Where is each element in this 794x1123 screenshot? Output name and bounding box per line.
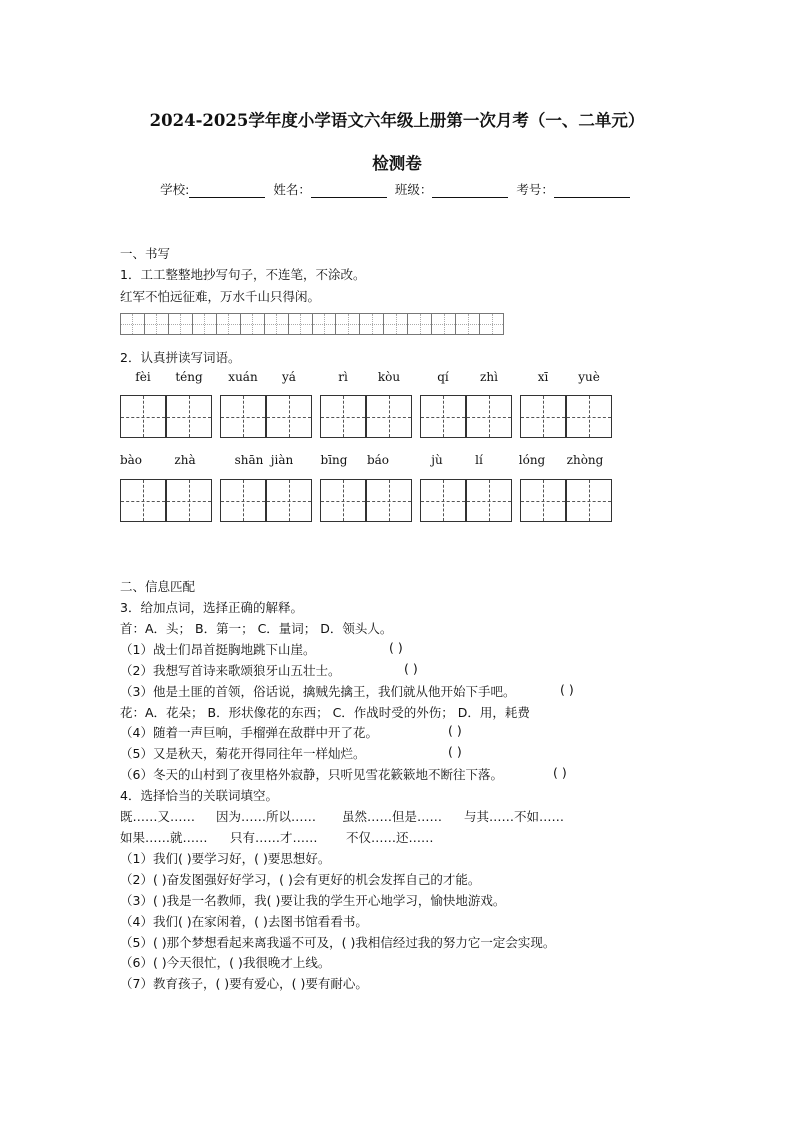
conjunction-option: 因为……所以…… bbox=[216, 809, 317, 824]
tianzi-box[interactable] bbox=[466, 395, 512, 438]
question-item: （1）我们( )要学习好，( )要思想好。 bbox=[120, 851, 331, 866]
tianzi-box[interactable] bbox=[420, 479, 466, 522]
answer-blank[interactable]: ( ) bbox=[560, 682, 574, 697]
pinyin: rì bbox=[338, 370, 348, 384]
question-prompt: 1．工工整整地抄写句子，不连笔，不涂改。 bbox=[120, 267, 366, 282]
tianzi-box[interactable] bbox=[466, 479, 512, 522]
question-item: （3）( )我是一名教师，我( )要让我的学生开心地学习，愉快地游戏。 bbox=[120, 893, 506, 908]
pinyin: bào bbox=[119, 453, 143, 467]
section-heading: 二、信息匹配 bbox=[120, 579, 196, 594]
answer-blank[interactable]: ( ) bbox=[553, 765, 567, 780]
pinyin: zhì bbox=[480, 370, 498, 384]
tianzi-box[interactable] bbox=[166, 479, 212, 522]
question-item: （2）我想写首诗来歌颂狼牙山五壮士。 bbox=[120, 663, 341, 678]
question-item: （4）我们( )在家闲着，( )去图书馆看看书。 bbox=[120, 914, 368, 929]
copy-sentence: 红军不怕远征难，万水千山只得闲。 bbox=[120, 289, 321, 304]
pinyin: báo bbox=[366, 453, 390, 467]
conjunction-option: 如果……就…… bbox=[120, 830, 208, 845]
conjunction-option: 不仅……还…… bbox=[346, 830, 434, 845]
answer-blank[interactable]: ( ) bbox=[389, 640, 403, 655]
question-item: （5）( )那个梦想看起来离我遥不可及，( )我相信经过我的努力它一定会实现。 bbox=[120, 935, 556, 950]
class-field[interactable] bbox=[432, 185, 508, 198]
exam-number-field[interactable] bbox=[554, 185, 630, 198]
class-label: 班级： bbox=[394, 182, 433, 197]
pinyin: lóng bbox=[518, 453, 546, 467]
page-subtitle: 检测卷 bbox=[372, 154, 422, 173]
tianzi-box[interactable] bbox=[420, 395, 466, 438]
tianzi-box[interactable] bbox=[366, 479, 412, 522]
conjunction-option: 只有……才…… bbox=[230, 830, 318, 845]
question-item: （7）教育孩子，( )要有爱心，( )要有耐心。 bbox=[120, 976, 368, 991]
tianzi-box[interactable] bbox=[120, 479, 166, 522]
pinyin: xuán bbox=[228, 370, 258, 384]
tianzi-box[interactable] bbox=[566, 479, 612, 522]
pinyin: fèi bbox=[135, 370, 151, 384]
school-label: 学校: bbox=[160, 182, 190, 197]
tianzi-box[interactable] bbox=[320, 395, 366, 438]
definition-line: 花：A．花朵； B．形状像花的东西； C．作战时受的外伤； D．用，耗费 bbox=[120, 705, 530, 720]
pinyin: jiàn bbox=[270, 453, 294, 467]
conjunction-option: 虽然……但是…… bbox=[342, 809, 443, 824]
pinyin: jù bbox=[431, 453, 443, 467]
tianzi-box[interactable] bbox=[520, 479, 566, 522]
answer-blank[interactable]: ( ) bbox=[404, 661, 418, 676]
pinyin: bīng bbox=[320, 453, 348, 467]
pinyin: téng bbox=[175, 370, 203, 384]
tianzi-box[interactable] bbox=[266, 395, 312, 438]
tianzi-box[interactable] bbox=[120, 395, 166, 438]
tianzi-box[interactable] bbox=[166, 395, 212, 438]
answer-blank[interactable]: ( ) bbox=[448, 744, 462, 759]
question-item: （1）战士们昂首挺胸地跳下山崖。 bbox=[120, 642, 316, 657]
pinyin: lí bbox=[475, 453, 483, 467]
name-field[interactable] bbox=[311, 185, 387, 198]
tianzi-box[interactable] bbox=[266, 479, 312, 522]
pinyin: yuè bbox=[578, 370, 600, 384]
pinyin: qí bbox=[437, 370, 449, 384]
tianzi-box[interactable] bbox=[320, 479, 366, 522]
tianzi-box[interactable] bbox=[520, 395, 566, 438]
writing-grid[interactable] bbox=[120, 313, 504, 335]
question-item: （3）他是土匪的首领，俗话说，擒贼先擒王，我们就从他开始下手吧。 bbox=[120, 684, 516, 699]
conjunction-option: 与其……不如…… bbox=[464, 809, 565, 824]
question-prompt: 2．认真拼读写词语。 bbox=[120, 350, 241, 365]
question-item: （2）( )奋发图强好好学习，( )会有更好的机会发挥自己的才能。 bbox=[120, 872, 481, 887]
section-heading: 一、书写 bbox=[120, 246, 171, 261]
question-item: （6）冬天的山村到了夜里格外寂静，只听见雪花簌簌地不断往下落。 bbox=[120, 767, 503, 782]
tianzi-box[interactable] bbox=[220, 395, 266, 438]
question-item: （5）又是秋天，菊花开得同往年一样灿烂。 bbox=[120, 746, 366, 761]
question-item: （6）( )今天很忙，( )我很晚才上线。 bbox=[120, 955, 331, 970]
pinyin: kòu bbox=[377, 370, 401, 384]
pinyin: zhòng bbox=[566, 453, 604, 467]
conjunction-option: 既……又…… bbox=[120, 809, 196, 824]
exam-number-label: 考号： bbox=[516, 182, 554, 197]
answer-blank[interactable]: ( ) bbox=[448, 723, 462, 738]
tianzi-box[interactable] bbox=[366, 395, 412, 438]
page-title: 2024-2025学年度小学语文六年级上册第一次月考（一、二单元） bbox=[149, 111, 645, 130]
name-label: 姓名： bbox=[273, 182, 311, 197]
question-item: （4）随着一声巨响，手榴弹在敌群中开了花。 bbox=[120, 725, 378, 740]
tianzi-box[interactable] bbox=[220, 479, 266, 522]
question-prompt: 4．选择恰当的关联词填空。 bbox=[120, 788, 278, 803]
pinyin: xī bbox=[537, 370, 549, 384]
student-info-row bbox=[0, 180, 794, 198]
pinyin: yá bbox=[282, 370, 296, 384]
question-prompt: 3．给加点词，选择正确的解释。 bbox=[120, 600, 303, 615]
tianzi-box[interactable] bbox=[566, 395, 612, 438]
school-field[interactable] bbox=[189, 185, 265, 198]
definition-line: 首：A．头； B．第一； C．量词； D．领头人。 bbox=[120, 621, 393, 636]
pinyin: zhà bbox=[174, 453, 196, 467]
pinyin: shān bbox=[234, 453, 264, 467]
